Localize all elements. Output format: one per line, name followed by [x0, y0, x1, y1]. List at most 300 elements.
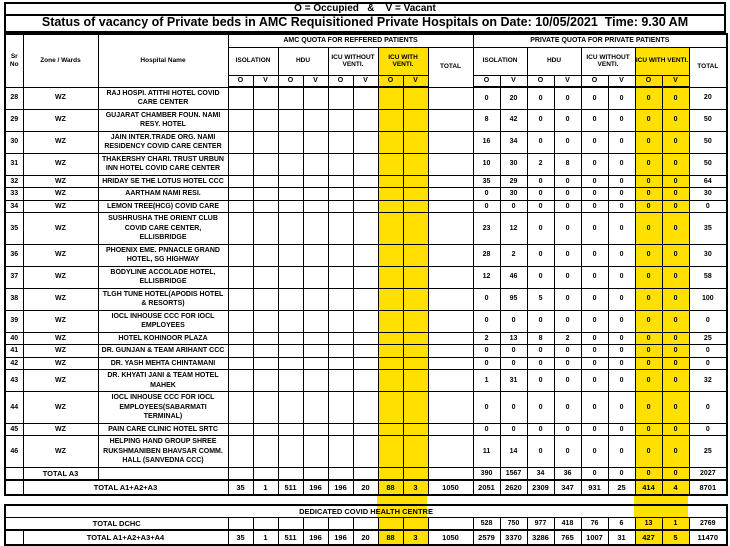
amc-vacant-cell	[303, 188, 328, 201]
amc-vacant-cell	[253, 288, 278, 310]
amc-vacant-cell	[403, 266, 428, 288]
private-total-cell: 30	[689, 244, 727, 266]
private-vacant-cell: 0	[500, 392, 527, 424]
amc-occupied-cell	[228, 288, 253, 310]
private-total-cell: 30	[689, 188, 727, 201]
amc-occupied-cell	[328, 175, 353, 188]
private-occupied-cell: 5	[527, 288, 554, 310]
private-occupied-cell: 0	[581, 213, 608, 245]
amc-occupied-cell	[328, 213, 353, 245]
sr-no-cell: 28	[5, 87, 23, 109]
zone-cell: WZ	[23, 357, 98, 370]
amc-vacant-cell	[303, 175, 328, 188]
col-header-occupied: O	[378, 75, 403, 87]
col-header-vacant: V	[253, 75, 278, 87]
private-vacant-cell: 0	[608, 392, 635, 424]
hospital-name-cell: TLGH TUNE HOTEL(APODIS HOTEL & RESORTS)	[98, 288, 228, 310]
private-occupied-cell: 0	[473, 392, 500, 424]
private-occupied-cell: 0	[527, 109, 554, 131]
total-label-cell: TOTAL A1+A2+A3+A4	[23, 530, 228, 545]
private-occupied-cell: 10	[473, 153, 500, 175]
private-vacant-cell: 0	[662, 131, 689, 153]
private-vacant-cell: 347	[554, 480, 581, 495]
private-occupied-cell: 0	[581, 244, 608, 266]
private-occupied-cell: 0	[527, 423, 554, 436]
amc-vacant-cell: 3	[403, 480, 428, 495]
private-occupied-cell: 0	[581, 175, 608, 188]
private-vacant-cell: 0	[500, 345, 527, 358]
amc-total-cell: 1050	[428, 480, 473, 495]
total-row	[5, 467, 727, 480]
private-occupied-cell: 0	[527, 436, 554, 468]
amc-vacant-cell	[253, 131, 278, 153]
amc-occupied-cell: 196	[328, 530, 353, 545]
amc-occupied-cell	[278, 153, 303, 175]
amc-occupied-cell	[228, 517, 253, 530]
amc-occupied-cell	[378, 423, 403, 436]
private-vacant-cell: 4	[662, 480, 689, 495]
amc-vacant-cell	[403, 87, 428, 109]
private-occupied-cell: 0	[473, 288, 500, 310]
private-vacant-cell: 0	[662, 370, 689, 392]
private-occupied-cell: 0	[581, 266, 608, 288]
amc-vacant-cell	[303, 310, 328, 332]
total-row	[5, 530, 727, 545]
private-occupied-cell: 0	[635, 87, 662, 109]
zone-cell: WZ	[23, 266, 98, 288]
amc-vacant-cell: 20	[353, 480, 378, 495]
amc-vacant-cell	[253, 310, 278, 332]
amc-total-cell	[428, 188, 473, 201]
private-vacant-cell: 2	[554, 332, 581, 345]
private-vacant-cell: 0	[608, 436, 635, 468]
amc-occupied-cell	[228, 175, 253, 188]
table-row	[5, 87, 727, 109]
sr-no-cell: 36	[5, 244, 23, 266]
sr-no-cell	[5, 480, 23, 495]
private-occupied-cell: 0	[581, 436, 608, 468]
private-vacant-cell: 95	[500, 288, 527, 310]
amc-total-cell: 1050	[428, 530, 473, 545]
amc-total-cell	[428, 423, 473, 436]
private-vacant-cell: 0	[500, 200, 527, 213]
amc-occupied-cell	[328, 345, 353, 358]
amc-occupied-cell	[378, 467, 403, 480]
table-row	[5, 153, 727, 175]
hospital-name-cell: JAIN INTER.TRADE ORG. NAMI RESIDENCY COVID CARE CENTER	[98, 131, 228, 153]
amc-vacant-cell	[303, 436, 328, 468]
amc-vacant-cell	[303, 392, 328, 424]
amc-vacant-cell	[253, 423, 278, 436]
hospital-name-cell: PHOENIX EME. PNNACLE GRAND HOTEL, SG HIGHWAY	[98, 244, 228, 266]
amc-occupied-cell: 35	[228, 480, 253, 495]
private-vacant-cell: 0	[662, 423, 689, 436]
col-header-private-total: TOTAL	[689, 47, 727, 87]
private-vacant-cell: 0	[554, 213, 581, 245]
private-vacant-cell: 25	[608, 480, 635, 495]
amc-occupied-cell	[228, 188, 253, 201]
private-occupied-cell: 0	[635, 109, 662, 131]
private-vacant-cell: 0	[662, 345, 689, 358]
amc-total-cell	[428, 175, 473, 188]
page-title: Status of vacancy of Private beds in AMC Requisitioned Private Hospitals on Date: 10/05/2021 Time: 9.30 AM	[4, 16, 726, 33]
amc-vacant-cell	[253, 332, 278, 345]
amc-vacant-cell	[403, 436, 428, 468]
amc-vacant-cell	[303, 345, 328, 358]
private-occupied-cell: 0	[635, 423, 662, 436]
table-row	[5, 392, 727, 424]
private-vacant-cell: 36	[554, 467, 581, 480]
private-occupied-cell: 0	[581, 392, 608, 424]
amc-total-cell	[428, 467, 473, 480]
amc-occupied-cell	[328, 436, 353, 468]
zone-cell: WZ	[23, 200, 98, 213]
private-vacant-cell: 46	[500, 266, 527, 288]
amc-occupied-cell	[378, 332, 403, 345]
col-header-amc-isolation: ISOLATION	[228, 47, 278, 75]
amc-vacant-cell	[253, 357, 278, 370]
col-header-occupied: O	[228, 75, 253, 87]
amc-vacant-cell	[353, 345, 378, 358]
private-occupied-cell: 23	[473, 213, 500, 245]
amc-total-cell	[428, 153, 473, 175]
private-vacant-cell: 0	[554, 244, 581, 266]
private-vacant-cell: 0	[608, 109, 635, 131]
private-vacant-cell: 0	[662, 467, 689, 480]
amc-occupied-cell	[228, 213, 253, 245]
zone-cell: WZ	[23, 310, 98, 332]
amc-vacant-cell	[303, 244, 328, 266]
private-occupied-cell: 28	[473, 244, 500, 266]
private-occupied-cell: 0	[473, 345, 500, 358]
col-header-private-icu-without-venti: ICU WITHOUT VENTI.	[581, 47, 635, 75]
amc-vacant-cell	[353, 370, 378, 392]
sr-no-cell: 33	[5, 188, 23, 201]
private-vacant-cell: 8	[554, 153, 581, 175]
amc-vacant-cell: 20	[353, 530, 378, 545]
amc-occupied-cell	[378, 109, 403, 131]
sr-no-cell: 38	[5, 288, 23, 310]
private-occupied-cell: 2579	[473, 530, 500, 545]
table-row	[5, 357, 727, 370]
private-occupied-cell: 0	[527, 188, 554, 201]
amc-icu-venti-highlight-strip	[377, 496, 427, 504]
amc-occupied-cell	[378, 310, 403, 332]
hospital-name-cell: DR. GUNJAN & TEAM ARIHANT CCC	[98, 345, 228, 358]
private-total-cell: 50	[689, 131, 727, 153]
private-vacant-cell: 0	[554, 131, 581, 153]
hospital-name-cell: IOCL INHOUSE CCC FOR IOCL EMPLOYEES	[98, 310, 228, 332]
total-label-cell: TOTAL A1+A2+A3	[23, 480, 228, 495]
amc-occupied-cell	[228, 131, 253, 153]
private-occupied-cell: 528	[473, 517, 500, 530]
amc-occupied-cell	[278, 423, 303, 436]
table-header	[5, 34, 727, 87]
hospital-name-cell: LEMON TREE(HCG) COVID CARE	[98, 200, 228, 213]
amc-occupied-cell: 88	[378, 480, 403, 495]
private-vacant-cell: 13	[500, 332, 527, 345]
amc-occupied-cell	[228, 87, 253, 109]
sr-no-cell: 37	[5, 266, 23, 288]
sr-no-cell	[5, 530, 23, 545]
private-occupied-cell: 0	[581, 467, 608, 480]
private-vacant-cell: 0	[608, 332, 635, 345]
amc-occupied-cell	[378, 345, 403, 358]
private-total-cell: 0	[689, 357, 727, 370]
amc-occupied-cell	[228, 436, 253, 468]
amc-vacant-cell	[253, 200, 278, 213]
amc-total-cell	[428, 87, 473, 109]
col-header-occupied: O	[278, 75, 303, 87]
private-occupied-cell: 0	[581, 188, 608, 201]
private-occupied-cell: 0	[473, 188, 500, 201]
zone-cell: WZ	[23, 345, 98, 358]
col-header-private-hdu: HDU	[527, 47, 581, 75]
private-occupied-cell: 0	[635, 188, 662, 201]
private-occupied-cell: 2309	[527, 480, 554, 495]
private-vacant-cell: 0	[662, 392, 689, 424]
amc-occupied-cell	[378, 87, 403, 109]
private-occupied-cell: 0	[527, 175, 554, 188]
amc-vacant-cell	[353, 423, 378, 436]
hospital-name-cell: GUJARAT CHAMBER FOUN. NAMI RESY. HOTEL	[98, 109, 228, 131]
amc-vacant-cell	[303, 153, 328, 175]
sr-no-cell: 35	[5, 213, 23, 245]
amc-vacant-cell	[353, 310, 378, 332]
col-header-vacant: V	[353, 75, 378, 87]
private-vacant-cell: 0	[608, 153, 635, 175]
private-occupied-cell: 0	[527, 345, 554, 358]
zone-cell: WZ	[23, 109, 98, 131]
amc-occupied-cell	[278, 188, 303, 201]
amc-occupied-cell	[228, 345, 253, 358]
private-vacant-cell: 29	[500, 175, 527, 188]
amc-occupied-cell	[378, 266, 403, 288]
private-occupied-cell: 11	[473, 436, 500, 468]
hospital-name-cell: HELPING HAND GROUP SHREE RUKSHMANIBEN BHAVSAR COMM. HALL (SANVEDNA CCC)	[98, 436, 228, 468]
amc-vacant-cell: 1	[253, 530, 278, 545]
private-occupied-cell: 1007	[581, 530, 608, 545]
zone-cell: WZ	[23, 188, 98, 201]
private-vacant-cell: 0	[554, 310, 581, 332]
amc-occupied-cell	[228, 392, 253, 424]
dchc-rows	[5, 505, 727, 545]
amc-occupied-cell	[228, 357, 253, 370]
private-occupied-cell: 0	[527, 310, 554, 332]
amc-vacant-cell	[303, 467, 328, 480]
table-row	[5, 436, 727, 468]
private-vacant-cell: 1	[662, 517, 689, 530]
private-vacant-cell: 0	[662, 436, 689, 468]
col-header-amc-icu-without-venti: ICU WITHOUT VENTI.	[328, 47, 378, 75]
private-total-cell: 100	[689, 288, 727, 310]
private-total-cell: 0	[689, 310, 727, 332]
private-vacant-cell: 34	[500, 131, 527, 153]
private-vacant-cell: 0	[608, 288, 635, 310]
amc-total-cell	[428, 332, 473, 345]
private-vacant-cell: 0	[608, 175, 635, 188]
private-occupied-cell: 0	[581, 131, 608, 153]
private-total-cell: 50	[689, 109, 727, 131]
amc-vacant-cell	[303, 131, 328, 153]
private-occupied-cell: 0	[635, 370, 662, 392]
col-header-occupied: O	[635, 75, 662, 87]
sr-no-cell: 40	[5, 332, 23, 345]
amc-occupied-cell: 511	[278, 480, 303, 495]
private-vacant-cell: 0	[662, 109, 689, 131]
hospital-name-cell: SUSHRUSHA THE ORIENT CLUB COVID CARE CENTER, ELLISBRIDGE	[98, 213, 228, 245]
private-icu-venti-highlight-strip	[634, 506, 688, 517]
amc-vacant-cell	[353, 213, 378, 245]
private-occupied-cell: 0	[581, 288, 608, 310]
amc-vacant-cell	[403, 153, 428, 175]
private-occupied-cell: 0	[473, 357, 500, 370]
col-header-private-isolation: ISOLATION	[473, 47, 527, 75]
amc-vacant-cell	[303, 288, 328, 310]
total-row	[5, 517, 727, 530]
private-vacant-cell: 30	[500, 153, 527, 175]
amc-occupied-cell	[278, 517, 303, 530]
private-total-cell: 25	[689, 436, 727, 468]
private-occupied-cell: 0	[527, 213, 554, 245]
amc-vacant-cell	[353, 244, 378, 266]
private-occupied-cell: 0	[581, 357, 608, 370]
amc-occupied-cell	[378, 153, 403, 175]
private-occupied-cell: 0	[635, 332, 662, 345]
amc-total-cell	[428, 288, 473, 310]
zone-cell: WZ	[23, 423, 98, 436]
private-total-cell: 0	[689, 423, 727, 436]
amc-occupied-cell	[328, 370, 353, 392]
amc-vacant-cell	[253, 244, 278, 266]
private-occupied-cell: 2051	[473, 480, 500, 495]
amc-vacant-cell	[353, 436, 378, 468]
amc-vacant-cell	[353, 467, 378, 480]
total-label-cell: TOTAL DCHC	[5, 517, 228, 530]
sr-no-cell: 31	[5, 153, 23, 175]
private-occupied-cell: 977	[527, 517, 554, 530]
table-row	[5, 175, 727, 188]
private-vacant-cell: 0	[608, 310, 635, 332]
table-row	[5, 345, 727, 358]
amc-vacant-cell	[253, 109, 278, 131]
amc-vacant-cell	[253, 266, 278, 288]
amc-occupied-cell	[328, 357, 353, 370]
private-occupied-cell: 0	[635, 200, 662, 213]
amc-total-cell	[428, 109, 473, 131]
amc-vacant-cell	[403, 175, 428, 188]
private-vacant-cell: 0	[662, 332, 689, 345]
private-occupied-cell: 0	[581, 109, 608, 131]
private-vacant-cell: 2	[500, 244, 527, 266]
col-header-occupied: O	[527, 75, 554, 87]
amc-occupied-cell	[378, 357, 403, 370]
hospital-name-cell: HRIDAY SE THE LOTUS HOTEL CCC	[98, 175, 228, 188]
private-occupied-cell: 0	[635, 266, 662, 288]
private-vacant-cell: 0	[608, 87, 635, 109]
private-vacant-cell: 0	[662, 213, 689, 245]
amc-vacant-cell	[403, 345, 428, 358]
zone-cell: WZ	[23, 370, 98, 392]
private-occupied-cell: 16	[473, 131, 500, 153]
private-occupied-cell: 0	[635, 153, 662, 175]
private-occupied-cell: 0	[527, 200, 554, 213]
amc-vacant-cell	[403, 357, 428, 370]
amc-occupied-cell	[378, 517, 403, 530]
private-occupied-cell: 0	[473, 423, 500, 436]
private-occupied-cell: 0	[635, 288, 662, 310]
amc-occupied-cell	[228, 310, 253, 332]
private-occupied-cell: 0	[527, 357, 554, 370]
private-total-cell: 0	[689, 392, 727, 424]
legend-bar: O = Occupied & V = Vacant	[4, 2, 726, 16]
amc-total-cell	[428, 200, 473, 213]
private-occupied-cell: 0	[581, 200, 608, 213]
amc-occupied-cell	[278, 266, 303, 288]
sr-no-cell: 32	[5, 175, 23, 188]
private-vacant-cell: 0	[554, 357, 581, 370]
private-vacant-cell: 20	[500, 87, 527, 109]
amc-occupied-cell	[278, 332, 303, 345]
amc-vacant-cell	[303, 266, 328, 288]
amc-occupied-cell	[278, 310, 303, 332]
private-vacant-cell: 0	[500, 423, 527, 436]
private-occupied-cell: 12	[473, 266, 500, 288]
amc-occupied-cell: 511	[278, 530, 303, 545]
private-occupied-cell: 0	[527, 131, 554, 153]
dchc-section-title: DEDICATED COVID HEALTH CENTRE	[5, 505, 727, 517]
private-vacant-cell: 6	[608, 517, 635, 530]
amc-vacant-cell	[303, 200, 328, 213]
amc-vacant-cell	[403, 188, 428, 201]
private-vacant-cell: 0	[608, 423, 635, 436]
col-header-vacant: V	[608, 75, 635, 87]
private-vacant-cell: 0	[662, 175, 689, 188]
amc-occupied-cell	[278, 467, 303, 480]
amc-occupied-cell	[378, 436, 403, 468]
hospital-rows	[5, 87, 727, 495]
private-occupied-cell: 931	[581, 480, 608, 495]
table-row	[5, 109, 727, 131]
amc-vacant-cell	[403, 517, 428, 530]
private-vacant-cell: 0	[608, 467, 635, 480]
amc-vacant-cell	[253, 517, 278, 530]
amc-vacant-cell	[353, 517, 378, 530]
amc-vacant-cell	[303, 213, 328, 245]
private-vacant-cell: 0	[554, 370, 581, 392]
private-vacant-cell: 0	[554, 266, 581, 288]
amc-occupied-cell	[328, 332, 353, 345]
private-total-cell: 2769	[689, 517, 727, 530]
amc-occupied-cell	[328, 423, 353, 436]
table-row	[5, 423, 727, 436]
private-occupied-cell: 414	[635, 480, 662, 495]
amc-occupied-cell	[378, 213, 403, 245]
private-occupied-cell: 3286	[527, 530, 554, 545]
private-vacant-cell: 5	[662, 530, 689, 545]
private-occupied-cell: 0	[473, 310, 500, 332]
private-occupied-cell: 0	[581, 310, 608, 332]
amc-occupied-cell	[328, 310, 353, 332]
amc-occupied-cell	[278, 200, 303, 213]
private-occupied-cell: 0	[527, 370, 554, 392]
main-table	[4, 33, 728, 496]
private-vacant-cell: 765	[554, 530, 581, 545]
amc-occupied-cell	[328, 244, 353, 266]
private-occupied-cell: 0	[473, 87, 500, 109]
hospital-name-cell: BODYLINE ACCOLADE HOTEL, ELLISBRIDGE	[98, 266, 228, 288]
sr-no-cell	[5, 467, 23, 480]
